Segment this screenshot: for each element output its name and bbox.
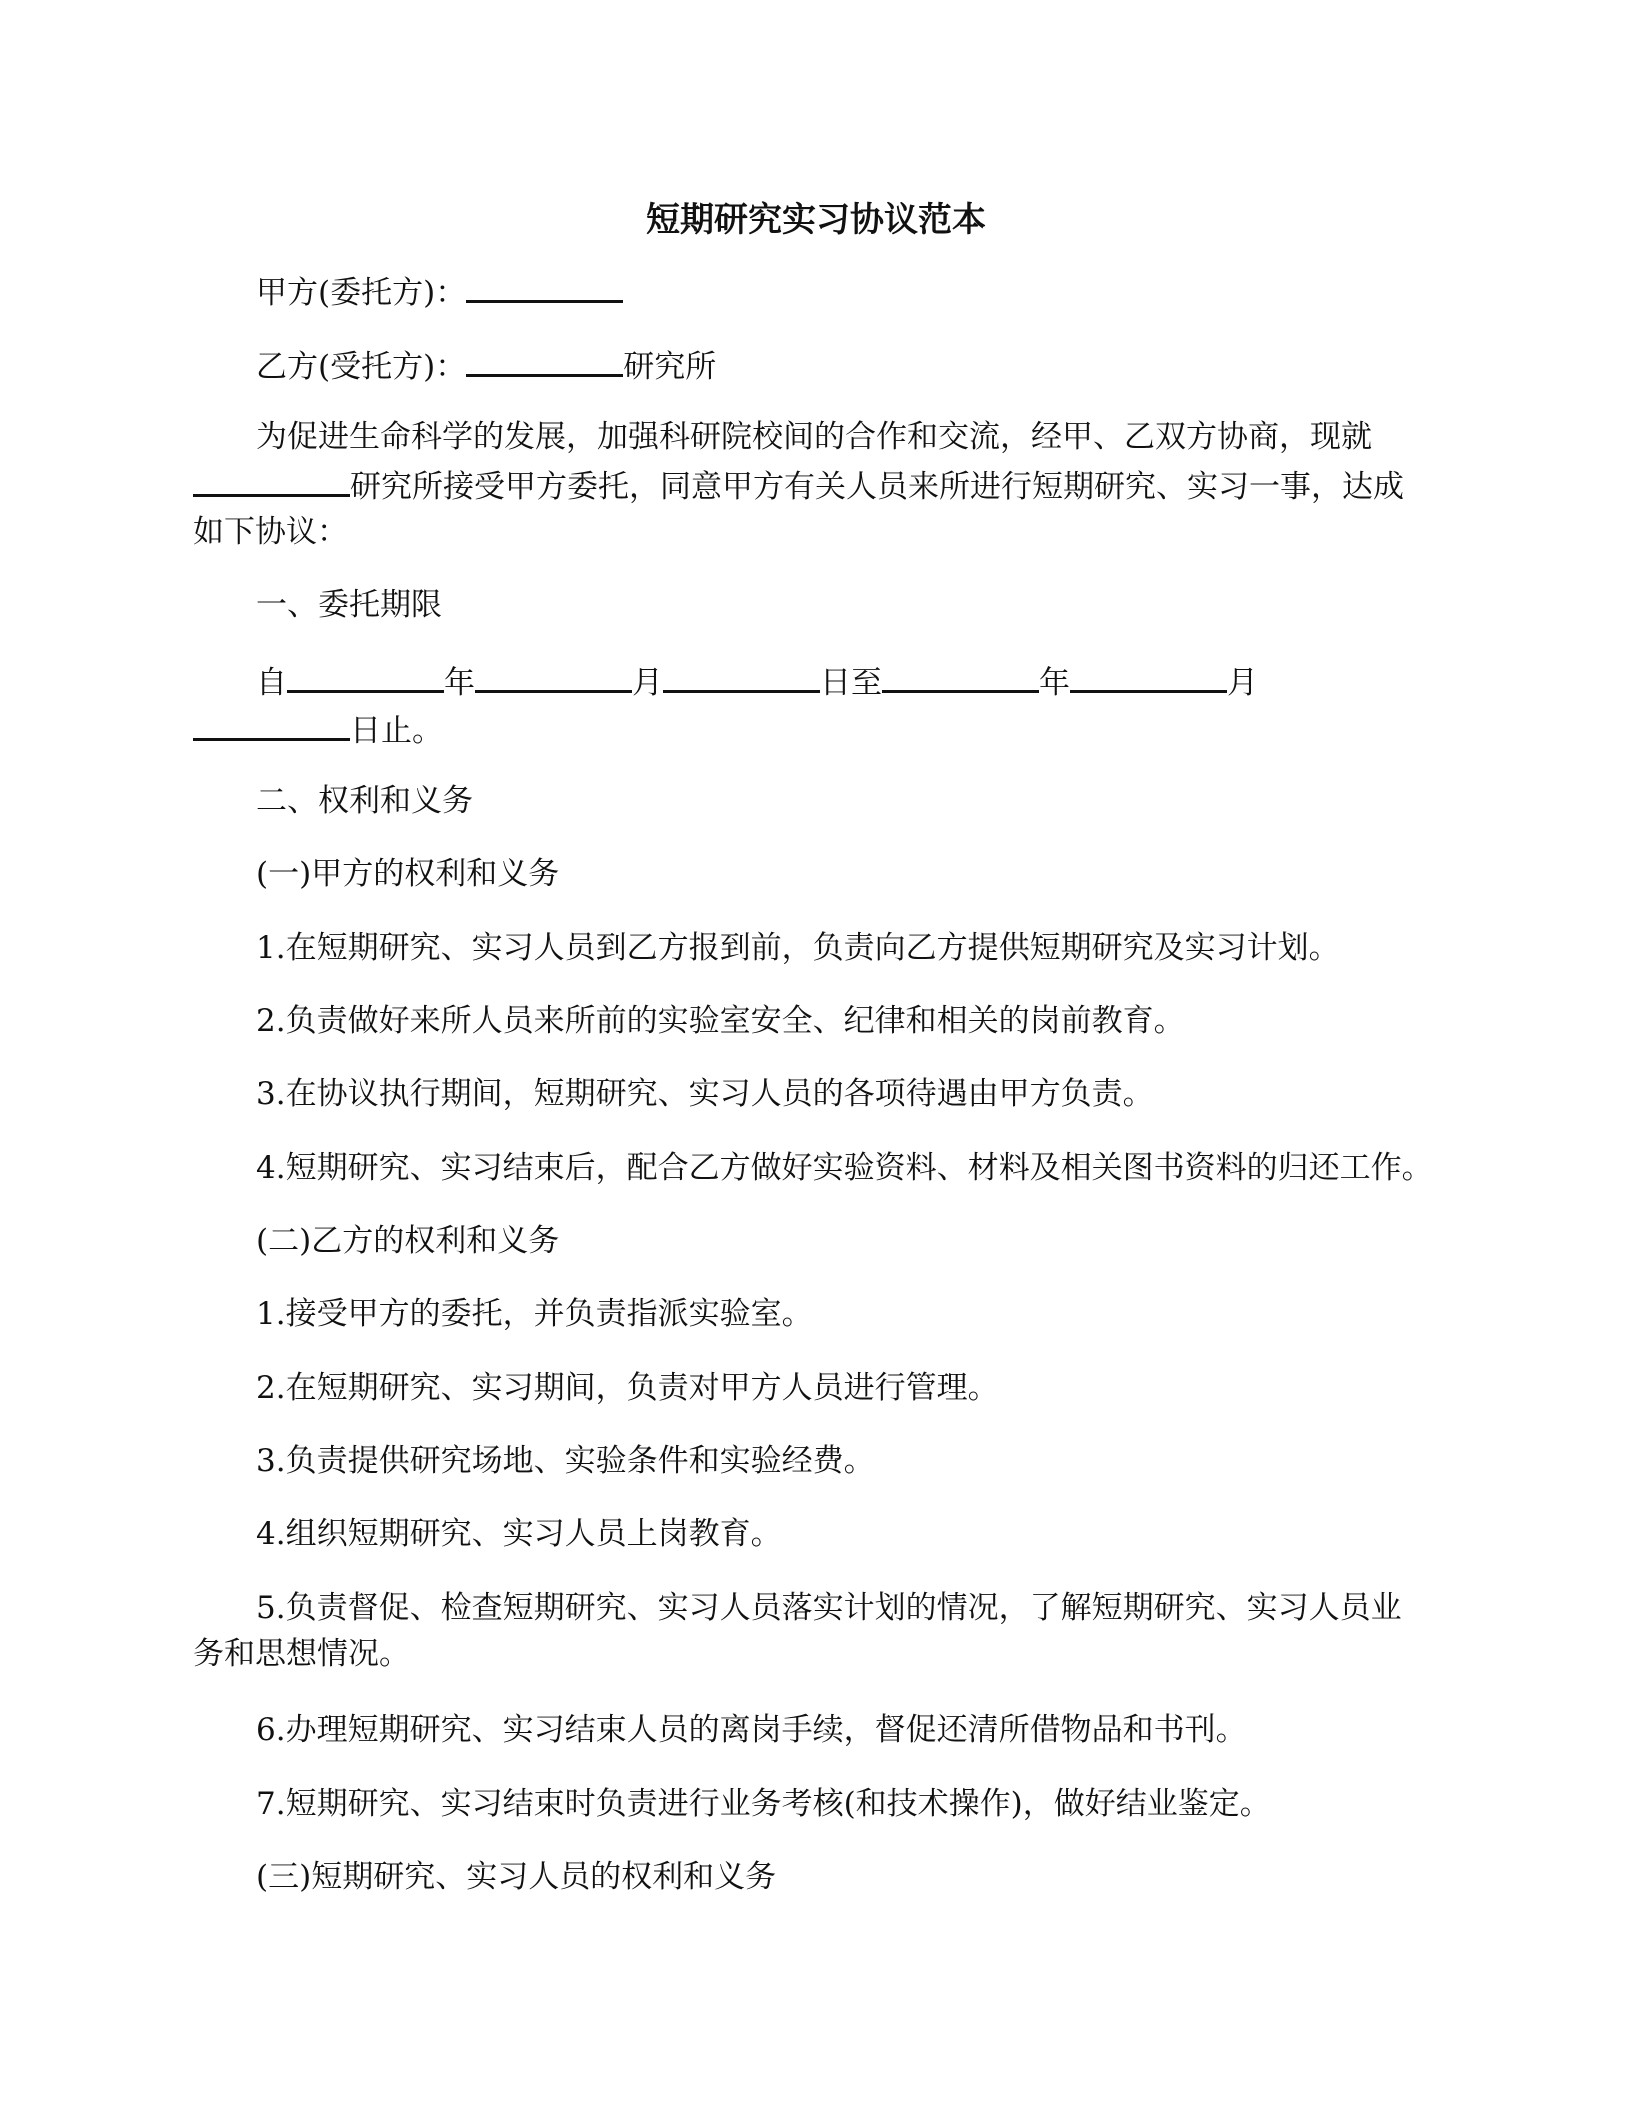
sub-b-item: 7.短期研究、实习结束时负责进行业务考核(和技术操作)，做好结业鉴定。: [256, 1786, 1271, 1822]
intro-line-1: 为促进生命科学的发展，加强科研院校间的合作和交流，经甲、乙双方协商，现就: [256, 419, 1372, 455]
intro-line-2: [193, 464, 1404, 507]
sub-b-item: 4.组织短期研究、实习人员上岗教育。: [256, 1516, 782, 1552]
party-a-label: 甲方(委托方)：: [256, 275, 467, 311]
sub-a-item: 3.在协议执行期间，短期研究、实习人员的各项待遇由甲方负责。: [256, 1076, 1154, 1112]
end-day-blank[interactable]: [193, 708, 350, 741]
sub-b-item: 2.在短期研究、实习期间，负责对甲方人员进行管理。: [256, 1370, 999, 1406]
period-day-to: 日至: [820, 665, 882, 701]
sub-b-item: 6.办理短期研究、实习结束人员的离岗手续，督促还清所借物品和书刊。: [256, 1712, 1247, 1748]
sub-c-heading: (三)短期研究、实习人员的权利和义务: [256, 1859, 777, 1895]
sub-b-item: 1.接受甲方的委托，并负责指派实验室。: [256, 1296, 813, 1332]
period-line-2: [193, 708, 443, 751]
period-line-1: [256, 660, 1258, 703]
intro-line-2-text: 研究所接受甲方委托，同意甲方有关人员来所进行短期研究、实习一事，达成: [350, 469, 1404, 505]
party-b-blank[interactable]: [466, 344, 623, 377]
sub-b-item: 3.负责提供研究场地、实验条件和实验经费。: [256, 1443, 875, 1479]
section-2-heading: 二、权利和义务: [256, 783, 473, 819]
period-month-2: 月: [1227, 665, 1258, 701]
period-day-end: 日止。: [350, 713, 443, 749]
period-from: 自: [256, 665, 287, 701]
section-1-heading: 一、委托期限: [256, 587, 442, 623]
period-year-2: 年: [1039, 665, 1070, 701]
end-month-blank[interactable]: [1070, 660, 1227, 693]
sub-a-item: 1.在短期研究、实习人员到乙方报到前，负责向乙方提供短期研究及实习计划。: [256, 930, 1340, 966]
sub-a-heading: (一)甲方的权利和义务: [256, 856, 560, 892]
sub-b-heading: (二)乙方的权利和义务: [256, 1223, 560, 1259]
start-day-blank[interactable]: [663, 660, 820, 693]
party-a-line: [256, 270, 623, 313]
intro-line-3: 如下协议：: [193, 514, 348, 550]
period-month: 月: [632, 665, 663, 701]
start-year-blank[interactable]: [287, 660, 444, 693]
institute-blank[interactable]: [193, 464, 350, 497]
sub-a-item: 4.短期研究、实习结束后，配合乙方做好实验资料、材料及相关图书资料的归还工作。: [256, 1150, 1433, 1186]
party-b-label: 乙方(受托方)：: [256, 349, 467, 385]
party-b-line: [256, 344, 716, 387]
period-year: 年: [444, 665, 475, 701]
sub-b-item-continued: 务和思想情况。: [193, 1636, 410, 1672]
sub-b-item: 5.负责督促、检查短期研究、实习人员落实计划的情况，了解短期研究、实习人员业: [256, 1590, 1402, 1626]
sub-a-item: 2.负责做好来所人员来所前的实验室安全、纪律和相关的岗前教育。: [256, 1003, 1185, 1039]
document-title: 短期研究实习协议范本: [646, 200, 986, 240]
start-month-blank[interactable]: [475, 660, 632, 693]
party-a-blank[interactable]: [466, 270, 623, 303]
end-year-blank[interactable]: [882, 660, 1039, 693]
party-b-suffix: 研究所: [623, 349, 717, 385]
